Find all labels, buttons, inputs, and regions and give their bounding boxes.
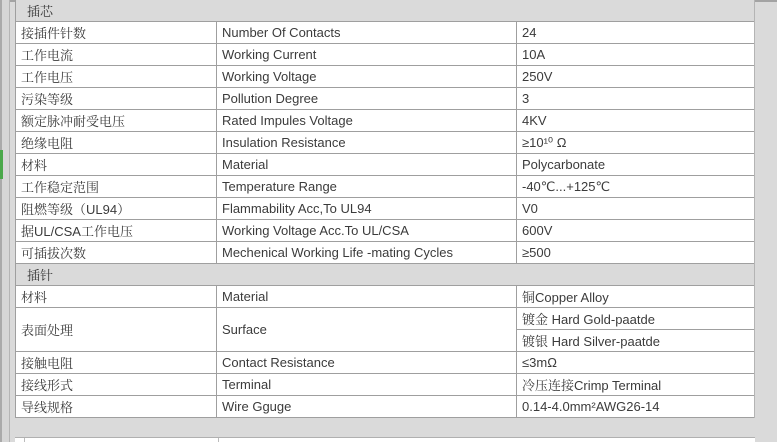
window-left-edge: [0, 0, 2, 442]
spec-row: [16, 22, 754, 44]
spec-value: 600V: [516, 220, 754, 241]
spec-row: [16, 374, 754, 396]
spec-label-cn: 污染等级: [21, 92, 74, 107]
section-header-pin: [16, 264, 754, 286]
spec-row: [16, 154, 754, 176]
spec-label-cn: 额定脉冲耐受电压: [21, 114, 126, 129]
spec-row: [16, 176, 754, 198]
spec-label-cn: 接触电阻: [21, 356, 74, 371]
spec-value: ≥500: [516, 242, 754, 263]
spec-value-gold: 镀金 Hard Gold-paatde: [517, 308, 754, 330]
spec-value: 冷压连接Crimp Terminal: [516, 374, 754, 395]
spec-label-en: Temperature Range: [216, 176, 516, 197]
spec-row: [16, 242, 754, 264]
spec-label-cn: 导线规格: [21, 400, 74, 415]
next-table-divider: [218, 438, 219, 442]
spec-label-en: Flammability Acc,To UL94: [216, 198, 516, 219]
spec-label-en: Wire Gguge: [216, 396, 516, 417]
spec-label-cn: 工作稳定范围: [21, 180, 100, 195]
spec-value: 24: [516, 22, 754, 43]
spec-value: ≤3mΩ: [516, 352, 754, 373]
spec-value: 3: [516, 88, 754, 109]
spec-label-en: Material: [216, 286, 516, 307]
spec-label-en: Material: [216, 154, 516, 175]
spec-value: V0: [516, 198, 754, 219]
spec-label-cn: 表面处理: [21, 323, 74, 338]
spec-row-surface: [16, 308, 754, 352]
spec-value: 250V: [516, 66, 754, 87]
spec-row: [16, 110, 754, 132]
spec-label-cn: 材料: [21, 158, 48, 173]
spec-label-cn: 材料: [21, 290, 48, 305]
spec-row: [16, 88, 754, 110]
spec-label-en: Working Voltage: [216, 66, 516, 87]
scroll-indicator[interactable]: [0, 150, 3, 179]
spec-label-en: Terminal: [216, 374, 516, 395]
spec-row: [16, 352, 754, 374]
spec-value: ≥10¹⁰ Ω: [516, 132, 754, 153]
spec-label-en: Insulation Resistance: [216, 132, 516, 153]
section-title: 插针: [27, 268, 54, 283]
spec-label-cn: 工作电压: [21, 70, 74, 85]
spec-row: [16, 132, 754, 154]
spec-row: [16, 396, 754, 418]
spec-value: 10A: [516, 44, 754, 65]
spec-row: [16, 220, 754, 242]
spec-label-en: Rated Impules Voltage: [216, 110, 516, 131]
spec-label-cn: 接插件针数: [21, 26, 87, 41]
spec-label-cn: 据UL/CSA工作电压: [21, 224, 133, 239]
spec-label-en: Surface: [216, 308, 516, 351]
spec-row: [16, 286, 754, 308]
section-title: 插芯: [27, 4, 54, 19]
next-table-partial-row: [15, 437, 755, 442]
spec-label-cn: 可插拔次数: [21, 246, 87, 261]
spec-value: Polycarbonate: [516, 154, 754, 175]
spec-label-en: Mechenical Working Life -mating Cycles: [216, 242, 516, 263]
next-table-divider: [24, 438, 25, 442]
spec-label-en: Contact Resistance: [216, 352, 516, 373]
section-header-insert: [16, 0, 754, 22]
spec-table: [15, 0, 755, 418]
spec-value: -40℃...+125℃: [516, 176, 754, 197]
spec-row: [16, 66, 754, 88]
spec-label-cn: 工作电流: [21, 48, 74, 63]
spec-label-en: Number Of Contacts: [216, 22, 516, 43]
spec-value: 0.14-4.0mm²AWG26-14: [516, 396, 754, 417]
spec-value-group: [516, 308, 754, 351]
spec-value: 4KV: [516, 110, 754, 131]
spec-label-en: Working Voltage Acc.To UL/CSA: [216, 220, 516, 241]
spec-label-cn: 接线形式: [21, 378, 74, 393]
spec-label-cn: 阻燃等级（UL94）: [21, 202, 131, 217]
spec-label-en: Pollution Degree: [216, 88, 516, 109]
spec-row: [16, 44, 754, 66]
spec-value: 铜Copper Alloy: [516, 286, 754, 307]
spec-label-en: Working Current: [216, 44, 516, 65]
spec-value-silver: 镀银 Hard Silver-paatde: [522, 334, 660, 349]
spec-label-cn: 绝缘电阻: [21, 136, 74, 151]
spec-row: [16, 198, 754, 220]
